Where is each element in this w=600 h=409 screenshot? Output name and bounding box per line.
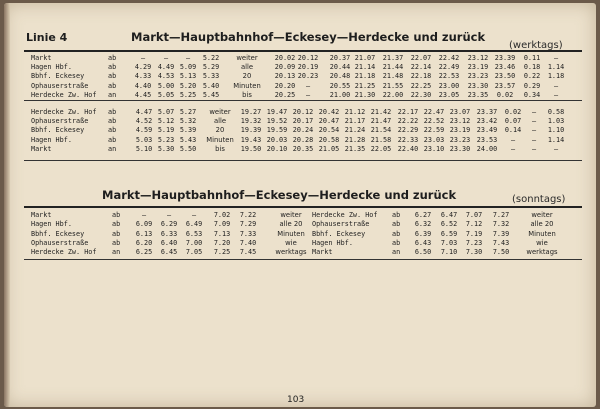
sunday-return-interval-note: Minuten <box>528 229 556 238</box>
weekday-return-time-cell: 23.53 <box>476 135 498 144</box>
sunday-outbound-time-cell: 6.13 <box>135 229 153 238</box>
weekday-outbound-time-cell: 21.30 <box>354 90 376 99</box>
weekday-return-time-cell: 0.02 <box>504 108 522 116</box>
weekday-return-time-cell: 5.39 <box>179 126 197 135</box>
weekday-outbound-time-cell: 22.00 <box>382 90 404 99</box>
weekday-outbound-time-cell: 20.19 <box>297 63 319 72</box>
sunday-outbound-interval-note: Minuten <box>277 229 305 238</box>
weekday-return-time-cell: 5.50 <box>179 144 197 153</box>
weekday-return-time-cell: 23.03 <box>423 135 445 144</box>
weekday-outbound-time-cell: 4.53 <box>157 72 175 81</box>
sunday-return-stop-name: Hagen Hbf. <box>312 238 353 247</box>
weekday-outbound-time-cell: 4.40 <box>134 81 152 90</box>
sunday-top-rule <box>24 206 582 208</box>
weekday-outbound-time-cell: 20.20 <box>274 81 296 90</box>
weekday-return-time-cell: 20.42 <box>318 108 340 116</box>
weekday-return-time-cell: 20.12 <box>292 108 314 116</box>
sunday-outbound-arr-dep: ab <box>112 211 121 219</box>
weekday-outbound-time-cell: 20.37 <box>329 54 351 62</box>
sunday-return-time-cell: 7.07 <box>465 211 483 219</box>
sunday-note: (sonntags) <box>512 194 566 205</box>
weekday-outbound-time-cell: 21.48 <box>382 72 404 81</box>
weekday-return-time-cell: 21.35 <box>344 144 366 153</box>
weekday-return-time-cell: 23.42 <box>476 117 498 126</box>
weekday-return-time-cell: 24.00 <box>476 144 498 153</box>
sunday-return-stop-name: Herdecke Zw. Hof <box>312 211 378 219</box>
weekday-return-time-cell: 20.28 <box>292 135 314 144</box>
weekday-outbound-time-cell: 4.29 <box>134 63 152 72</box>
sunday-outbound-time-cell: 6.45 <box>160 248 178 257</box>
weekday-return-time-cell: 21.17 <box>344 117 366 126</box>
weekday-return-time-cell: 5.19 <box>157 126 175 135</box>
sunday-return-interval-note: alle 20 <box>530 220 554 229</box>
sunday-outbound-time-cell: 7.40 <box>239 238 257 247</box>
weekday-return-time-cell: 1.03 <box>547 117 565 126</box>
weekday-return-time-cell: 21.47 <box>370 117 392 126</box>
weekday-outbound-time-cell: — <box>140 54 146 62</box>
weekday-return-arr-dep: ab <box>108 117 117 126</box>
weekday-return-time-cell: — <box>531 117 537 126</box>
weekday-return-time-cell: 23.30 <box>449 144 471 153</box>
weekday-return-time-cell: 0.07 <box>504 117 522 126</box>
weekday-return-stop-name: Ophauserstraße <box>31 117 89 126</box>
weekday-outbound-time-cell: 23.12 <box>467 54 489 62</box>
weekday-outbound-time-cell: 20.48 <box>329 72 351 81</box>
weekday-return-time-cell: 22.17 <box>397 108 419 116</box>
weekday-outbound-arr-dep: ab <box>108 54 117 62</box>
weekday-return-time-cell: 5.23 <box>157 135 175 144</box>
weekday-outbound-arr-dep: an <box>108 90 117 99</box>
weekday-return-time-cell: 22.33 <box>397 135 419 144</box>
sunday-return-time-cell: 7.12 <box>465 220 483 229</box>
sunday-return-time-cell: 6.52 <box>440 220 458 229</box>
sunday-outbound-stop-name: Herdecke Zw. Hof <box>31 248 97 257</box>
weekday-return-time-cell: — <box>553 144 559 153</box>
weekday-outbound-time-cell: 22.14 <box>410 63 432 72</box>
weekday-outbound-time-cell: 21.37 <box>382 54 404 62</box>
weekday-return-time-cell: 19.52 <box>266 117 288 126</box>
weekday-outbound-time-cell: 21.07 <box>354 54 376 62</box>
weekday-outbound-time-cell: 5.00 <box>157 81 175 90</box>
sunday-outbound-arr-dep: ab <box>112 229 121 238</box>
weekday-outbound-time-cell: 4.45 <box>134 90 152 99</box>
weekday-mid-rule <box>24 100 582 101</box>
weekday-outbound-interval-note: 20 <box>242 72 252 81</box>
sunday-return-arr-dep: ab <box>392 238 401 247</box>
weekday-return-time-cell: 22.52 <box>423 117 445 126</box>
weekday-outbound-time-cell: 23.30 <box>467 81 489 90</box>
weekday-return-time-cell: — <box>531 126 537 135</box>
weekday-outbound-time-cell: 22.49 <box>438 63 460 72</box>
weekday-return-stop-name: Hagen Hbf. <box>31 135 72 144</box>
weekday-outbound-interval-note: alle <box>240 63 254 72</box>
weekday-outbound-time-cell: 23.46 <box>494 63 516 72</box>
weekday-outbound-time-cell: 5.29 <box>202 63 220 72</box>
weekday-return-time-cell: 20.17 <box>292 117 314 126</box>
sunday-outbound-arr-dep: ab <box>112 238 121 247</box>
weekday-return-time-cell: 23.07 <box>449 108 471 116</box>
weekday-return-time-cell: 23.19 <box>449 126 471 135</box>
sunday-return-time-cell: 7.30 <box>465 248 483 257</box>
weekday-outbound-time-cell: 20.09 <box>274 63 296 72</box>
weekday-outbound-time-cell: 23.00 <box>438 81 460 90</box>
sunday-outbound-interval-note: weiter <box>280 211 302 219</box>
weekday-outbound-time-cell: 20.44 <box>329 63 351 72</box>
weekday-outbound-time-cell: 20.25 <box>274 90 296 99</box>
sunday-outbound-time-cell: 7.22 <box>239 211 257 219</box>
weekday-outbound-time-cell: 0.22 <box>523 72 541 81</box>
weekday-return-time-cell: 22.05 <box>370 144 392 153</box>
weekday-return-time-cell: 1.10 <box>547 126 565 135</box>
sunday-return-time-cell: 7.03 <box>440 238 458 247</box>
weekday-outbound-time-cell: — <box>163 54 169 62</box>
sunday-outbound-time-cell: 6.53 <box>185 229 203 238</box>
sunday-return-time-cell: 7.27 <box>492 211 510 219</box>
sunday-return-stop-name: Ophauserstraße <box>312 220 370 229</box>
weekday-outbound-time-cell: 21.14 <box>354 63 376 72</box>
weekday-return-time-cell: 21.58 <box>370 135 392 144</box>
timetable-page <box>4 3 596 407</box>
weekday-outbound-time-cell: 0.34 <box>523 90 541 99</box>
weekday-outbound-time-cell: — <box>553 81 559 90</box>
sunday-return-time-cell: 7.32 <box>492 220 510 229</box>
weekday-return-interval-note: weiter <box>209 108 231 116</box>
book-gutter <box>4 3 10 407</box>
weekday-return-time-cell: 21.54 <box>370 126 392 135</box>
sunday-return-interval-note: weiter <box>531 211 553 219</box>
sunday-return-time-cell: 6.43 <box>414 238 432 247</box>
weekday-return-time-cell: 23.10 <box>423 144 445 153</box>
weekday-outbound-time-cell: 0.02 <box>496 90 514 99</box>
sunday-outbound-time-cell: 6.29 <box>160 220 178 229</box>
weekday-return-time-cell: 5.30 <box>157 144 175 153</box>
sunday-outbound-time-cell: 7.45 <box>239 248 257 257</box>
sunday-outbound-time-cell: 6.49 <box>185 220 203 229</box>
sunday-return-time-cell: 6.32 <box>414 220 432 229</box>
weekday-return-time-cell: 4.52 <box>135 117 153 126</box>
sunday-return-time-cell: 7.39 <box>492 229 510 238</box>
sunday-return-arr-dep: ab <box>392 220 401 229</box>
weekday-return-time-cell: 4.47 <box>135 108 153 116</box>
page-number: 103 <box>287 395 305 405</box>
weekday-outbound-time-cell: 4.49 <box>157 63 175 72</box>
weekday-return-time-cell: 22.29 <box>397 126 419 135</box>
weekday-return-time-cell: 20.58 <box>318 135 340 144</box>
weekday-return-time-cell: — <box>510 144 516 153</box>
sunday-return-arr-dep: an <box>392 248 401 257</box>
weekday-return-time-cell: 23.49 <box>476 126 498 135</box>
sunday-outbound-stop-name: Ophauserstraße <box>31 238 89 247</box>
weekday-outbound-time-cell: 21.44 <box>382 63 404 72</box>
sunday-outbound-time-cell: 7.13 <box>213 229 231 238</box>
weekday-return-interval-note: Minuten <box>206 135 234 144</box>
weekday-return-time-cell: 22.22 <box>397 117 419 126</box>
weekday-return-time-cell: 23.37 <box>476 108 498 116</box>
weekday-outbound-time-cell: 23.05 <box>438 90 460 99</box>
sunday-outbound-stop-name: Hagen Hbf. <box>31 220 72 229</box>
sunday-outbound-interval-note: werktags <box>275 248 307 257</box>
weekday-outbound-time-cell: 20.02 <box>274 54 296 62</box>
sunday-return-time-cell: 7.10 <box>440 248 458 257</box>
weekday-return-time-cell: 5.10 <box>135 144 153 153</box>
sunday-outbound-time-cell: 7.02 <box>213 211 231 219</box>
sunday-return-time-cell: 6.50 <box>414 248 432 257</box>
weekday-return-time-cell: 4.59 <box>135 126 153 135</box>
weekday-return-time-cell: 20.54 <box>318 126 340 135</box>
weekday-return-time-cell: 22.40 <box>397 144 419 153</box>
weekday-return-interval-note: alle <box>213 117 227 126</box>
weekday-outbound-time-cell: 21.18 <box>354 72 376 81</box>
weekday-outbound-time-cell: 20.12 <box>297 54 319 62</box>
weekday-outbound-time-cell: 21.55 <box>382 81 404 90</box>
weekday-return-time-cell: — <box>510 135 516 144</box>
sunday-bottom-rule <box>24 259 582 260</box>
weekday-return-time-cell: 5.12 <box>157 117 175 126</box>
weekday-outbound-stop-name: Markt <box>31 54 52 62</box>
weekday-outbound-time-cell: 22.53 <box>438 72 460 81</box>
sunday-outbound-time-cell: — <box>166 211 172 219</box>
weekday-return-time-cell: 5.27 <box>179 108 197 116</box>
weekday-outbound-time-cell: 5.40 <box>202 81 220 90</box>
weekday-outbound-stop-name: Ophauserstraße <box>31 81 89 90</box>
weekday-return-time-cell: 5.32 <box>179 117 197 126</box>
sunday-outbound-stop-name: Markt <box>31 211 52 219</box>
weekday-outbound-time-cell: — <box>553 90 559 99</box>
weekday-return-time-cell: 21.42 <box>370 108 392 116</box>
weekday-outbound-stop-name: Bbhf. Eckesey <box>31 72 85 81</box>
weekday-outbound-stop-name: Hagen Hbf. <box>31 63 72 72</box>
weekday-outbound-time-cell: 1.18 <box>547 72 565 81</box>
weekday-outbound-time-cell: 23.57 <box>494 81 516 90</box>
sunday-return-arr-dep: ab <box>392 211 401 219</box>
sunday-outbound-time-cell: 7.25 <box>213 248 231 257</box>
weekday-return-time-cell: — <box>531 108 537 116</box>
weekday-return-time-cell: 5.07 <box>157 108 175 116</box>
weekday-return-time-cell: 5.03 <box>135 135 153 144</box>
sunday-outbound-arr-dep: ab <box>112 220 121 229</box>
weekday-return-time-cell: 0.14 <box>504 126 522 135</box>
weekday-outbound-time-cell: 20.55 <box>329 81 351 90</box>
weekday-return-time-cell: 19.47 <box>266 108 288 116</box>
weekday-return-time-cell: 19.39 <box>240 126 262 135</box>
weekday-outbound-time-cell: 23.35 <box>467 90 489 99</box>
weekday-return-time-cell: 21.12 <box>344 108 366 116</box>
sunday-outbound-time-cell: 7.20 <box>213 238 231 247</box>
sunday-outbound-time-cell: 7.09 <box>213 220 231 229</box>
weekday-outbound-time-cell: 5.05 <box>157 90 175 99</box>
weekday-return-time-cell: 20.03 <box>266 135 288 144</box>
weekday-outbound-arr-dep: ab <box>108 72 117 81</box>
weekday-outbound-time-cell: 5.33 <box>202 72 220 81</box>
weekday-outbound-time-cell: 5.45 <box>202 90 220 99</box>
weekday-return-stop-name: Bbhf. Eckesey <box>31 126 85 135</box>
weekday-return-time-cell: 19.32 <box>240 117 262 126</box>
sunday-return-interval-note: wie <box>536 238 548 247</box>
weekday-return-time-cell: 20.47 <box>318 117 340 126</box>
weekday-outbound-time-cell: 20.13 <box>274 72 296 81</box>
weekday-outbound-time-cell: 0.29 <box>523 81 541 90</box>
weekday-outbound-time-cell: — <box>185 54 191 62</box>
weekday-outbound-time-cell: 5.09 <box>179 63 197 72</box>
sunday-outbound-time-cell: 7.05 <box>185 248 203 257</box>
sunday-outbound-time-cell: — <box>141 211 147 219</box>
sunday-return-stop-name: Markt <box>312 248 333 257</box>
sunday-return-time-cell: 6.47 <box>440 211 458 219</box>
sunday-return-time-cell: 6.59 <box>440 229 458 238</box>
weekday-outbound-time-cell: 5.22 <box>202 54 220 62</box>
weekday-outbound-time-cell: 21.25 <box>354 81 376 90</box>
weekday-return-interval-note: bis <box>215 144 225 153</box>
sunday-outbound-time-cell: 7.29 <box>239 220 257 229</box>
sunday-outbound-interval-note: wie <box>285 238 297 247</box>
weekday-return-arr-dep: ab <box>108 108 117 116</box>
weekday-outbound-interval-note: Minuten <box>233 81 261 90</box>
sunday-outbound-time-cell: — <box>191 211 197 219</box>
weekday-outbound-time-cell: 23.19 <box>467 63 489 72</box>
weekday-outbound-time-cell: 5.20 <box>179 81 197 90</box>
weekday-return-time-cell: 21.05 <box>318 144 340 153</box>
weekday-return-arr-dep: ab <box>108 135 117 144</box>
weekday-outbound-time-cell: — <box>305 81 311 90</box>
weekday-return-time-cell: 22.47 <box>423 108 445 116</box>
weekday-outbound-time-cell: 5.25 <box>179 90 197 99</box>
sunday-outbound-time-cell: 6.25 <box>135 248 153 257</box>
weekday-return-time-cell: 1.14 <box>547 135 565 144</box>
weekday-outbound-time-cell: 4.33 <box>134 72 152 81</box>
weekday-outbound-time-cell: 22.18 <box>410 72 432 81</box>
weekday-return-arr-dep: an <box>108 144 117 153</box>
weekday-return-stop-name: Markt <box>31 144 52 153</box>
sunday-return-time-cell: 7.50 <box>492 248 510 257</box>
sunday-outbound-interval-note: alle 20 <box>279 220 303 229</box>
sunday-return-time-cell: 7.23 <box>465 238 483 247</box>
weekday-return-time-cell: 21.28 <box>344 135 366 144</box>
weekday-outbound-time-cell: 22.42 <box>438 54 460 62</box>
weekday-outbound-time-cell: 1.14 <box>547 63 565 72</box>
weekday-return-time-cell: 22.59 <box>423 126 445 135</box>
weekday-outbound-time-cell: 0.11 <box>523 54 541 62</box>
sunday-return-arr-dep: ab <box>392 229 401 238</box>
weekday-outbound-time-cell: 22.07 <box>410 54 432 62</box>
sunday-return-time-cell: 7.43 <box>492 238 510 247</box>
weekday-outbound-interval-note: weiter <box>236 54 258 62</box>
weekday-return-time-cell: 19.27 <box>240 108 262 116</box>
weekday-return-time-cell: 20.10 <box>266 144 288 153</box>
weekday-bottom-rule <box>24 160 582 161</box>
weekday-return-time-cell: 23.12 <box>449 117 471 126</box>
weekday-outbound-interval-note: bis <box>242 90 252 99</box>
weekday-return-time-cell: 19.50 <box>240 144 262 153</box>
weekday-return-time-cell: 23.23 <box>449 135 471 144</box>
weekday-outbound-arr-dep: ab <box>108 81 117 90</box>
weekday-top-rule <box>24 50 582 52</box>
weekday-return-stop-name: Herdecke Zw. Hof <box>31 108 97 116</box>
weekday-return-time-cell: 20.24 <box>292 126 314 135</box>
sunday-outbound-time-cell: 6.40 <box>160 238 178 247</box>
weekday-return-time-cell: 21.24 <box>344 126 366 135</box>
weekday-outbound-time-cell: 23.39 <box>494 54 516 62</box>
weekday-outbound-time-cell: 21.00 <box>329 90 351 99</box>
weekday-return-arr-dep: ab <box>108 126 117 135</box>
sunday-outbound-time-cell: 6.33 <box>160 229 178 238</box>
sunday-outbound-time-cell: 7.00 <box>185 238 203 247</box>
sunday-outbound-arr-dep: an <box>112 248 121 257</box>
weekday-outbound-time-cell: 0.18 <box>523 63 541 72</box>
sunday-outbound-time-cell: 6.20 <box>135 238 153 247</box>
weekday-outbound-time-cell: — <box>305 90 311 99</box>
weekday-return-time-cell: 0.58 <box>547 108 565 116</box>
sunday-return-stop-name: Bbhf. Eckesey <box>312 229 366 238</box>
weekday-return-time-cell: 20.35 <box>292 144 314 153</box>
weekday-note: (werktags) <box>509 40 563 51</box>
sunday-outbound-time-cell: 6.09 <box>135 220 153 229</box>
weekday-return-interval-note: 20 <box>215 126 225 135</box>
weekday-outbound-stop-name: Herdecke Zw. Hof <box>31 90 97 99</box>
weekday-outbound-time-cell: 22.30 <box>410 90 432 99</box>
weekday-outbound-time-cell: — <box>553 54 559 62</box>
sunday-title: Markt—Hauptbahnhof—Eckesey—Herdecke und zurück <box>102 188 457 202</box>
weekday-title: Markt—Hauptbahnhof—Eckesey—Herdecke und zurück <box>131 30 486 44</box>
sunday-return-time-cell: 7.19 <box>465 229 483 238</box>
line-label: Linie 4 <box>26 31 68 44</box>
sunday-return-interval-note: werktags <box>526 248 558 257</box>
weekday-outbound-time-cell: 23.23 <box>467 72 489 81</box>
weekday-return-time-cell: 19.59 <box>266 126 288 135</box>
weekday-return-time-cell: — <box>531 144 537 153</box>
weekday-outbound-time-cell: 23.50 <box>494 72 516 81</box>
weekday-outbound-time-cell: 22.25 <box>410 81 432 90</box>
sunday-outbound-stop-name: Bbhf. Eckesey <box>31 229 85 238</box>
weekday-outbound-time-cell: 20.23 <box>297 72 319 81</box>
sunday-return-time-cell: 6.39 <box>414 229 432 238</box>
weekday-return-time-cell: — <box>531 135 537 144</box>
weekday-return-time-cell: 5.43 <box>179 135 197 144</box>
weekday-outbound-time-cell: 5.13 <box>179 72 197 81</box>
sunday-outbound-time-cell: 7.33 <box>239 229 257 238</box>
weekday-outbound-arr-dep: ab <box>108 63 117 72</box>
sunday-return-time-cell: 6.27 <box>414 211 432 219</box>
weekday-return-time-cell: 19.43 <box>240 135 262 144</box>
